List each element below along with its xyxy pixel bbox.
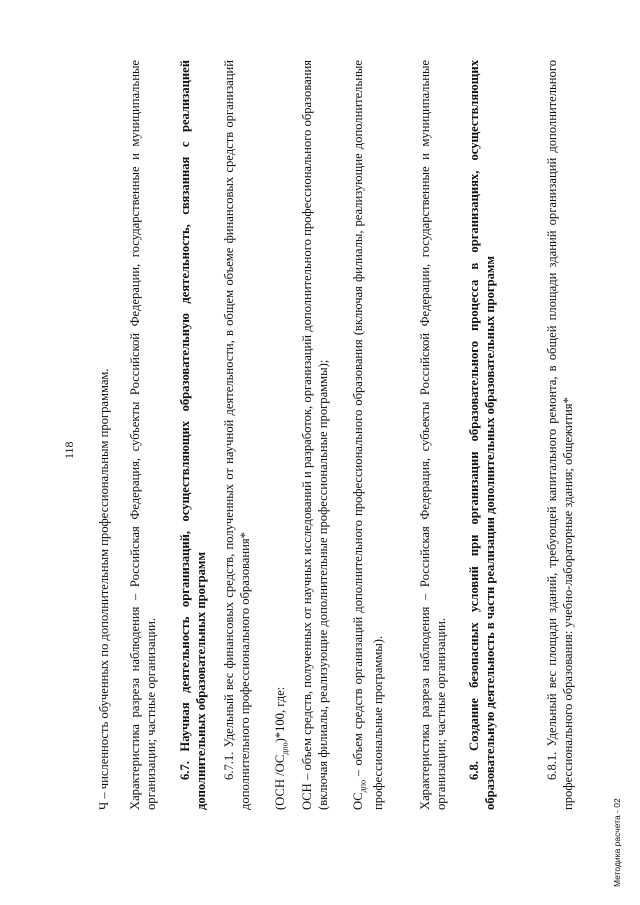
indicator-6-8-1-text: Удельный вес площади зданий, требующей капитального ремонта, в общей площади зданий организаций дополнительного профессионального образования: учебно-лабораторные здания; общежития* (545, 60, 575, 810)
paragraph-observation-breakdown-1: Характеристика разреза наблюдения – Российская Федерация, субъекты Российской Федерации, государственные и муниципальные организации; частные организации. (128, 60, 158, 810)
definition-osn: ОСН – объем средств, полученных от научных исследований и разработок, организаций дополнительного профессионального образования (включая филиалы, реализующие дополнительные профессиональные программы); (300, 60, 330, 810)
page-number: 118 (62, 441, 76, 459)
section-6-7-number: 6.7. (178, 761, 192, 780)
footer-label: Методика расчета - 02 (612, 798, 622, 887)
section-6-7-title: Научная деятельность организаций, осуществляющих образовательную деятельность, связанная с реализацией дополнительных образовательных программ (178, 59, 208, 810)
indicator-6-7-1-number: 6.7.1. (222, 751, 236, 780)
definition-os-dpo: $ОС_{дпо}$ – объем средств организаций дополнительного профессионального образования (включая филиалы, реализующие дополнительные профессиональные программы). (351, 60, 386, 810)
paragraph-6-7-1 (222, 60, 253, 810)
section-6-8-title: Создание безопасных условий при организации образовательного процесса в организациях, осуществляющих образовательную деятельность в части реализации дополнительных образовательных программ (467, 60, 497, 810)
section-6-8-number: 6.8. (467, 761, 481, 780)
paragraph-6-8-1 (545, 60, 576, 810)
paragraph-ch-definition: Ч – численность обученных по дополнительным профессиональным программам. (97, 368, 111, 810)
paragraph-observation-breakdown-2: Характеристика разреза наблюдения – Российская Федерация, субъекты Российской Федерации, государственные и муниципальные организации; частные организации. (418, 60, 448, 810)
section-6-7-heading (178, 60, 209, 810)
indicator-6-8-1-number: 6.8.1. (545, 751, 559, 780)
indicator-6-7-1-text: Удельный вес финансовых средств, полученных от научной деятельности, в общем объеме финансовых средств организаций дополнительного профессионального образования* (222, 60, 252, 810)
formula-line: (ОСН $/ОС_{дпо})*100$, где: (273, 686, 290, 810)
section-6-8-heading (467, 60, 498, 810)
